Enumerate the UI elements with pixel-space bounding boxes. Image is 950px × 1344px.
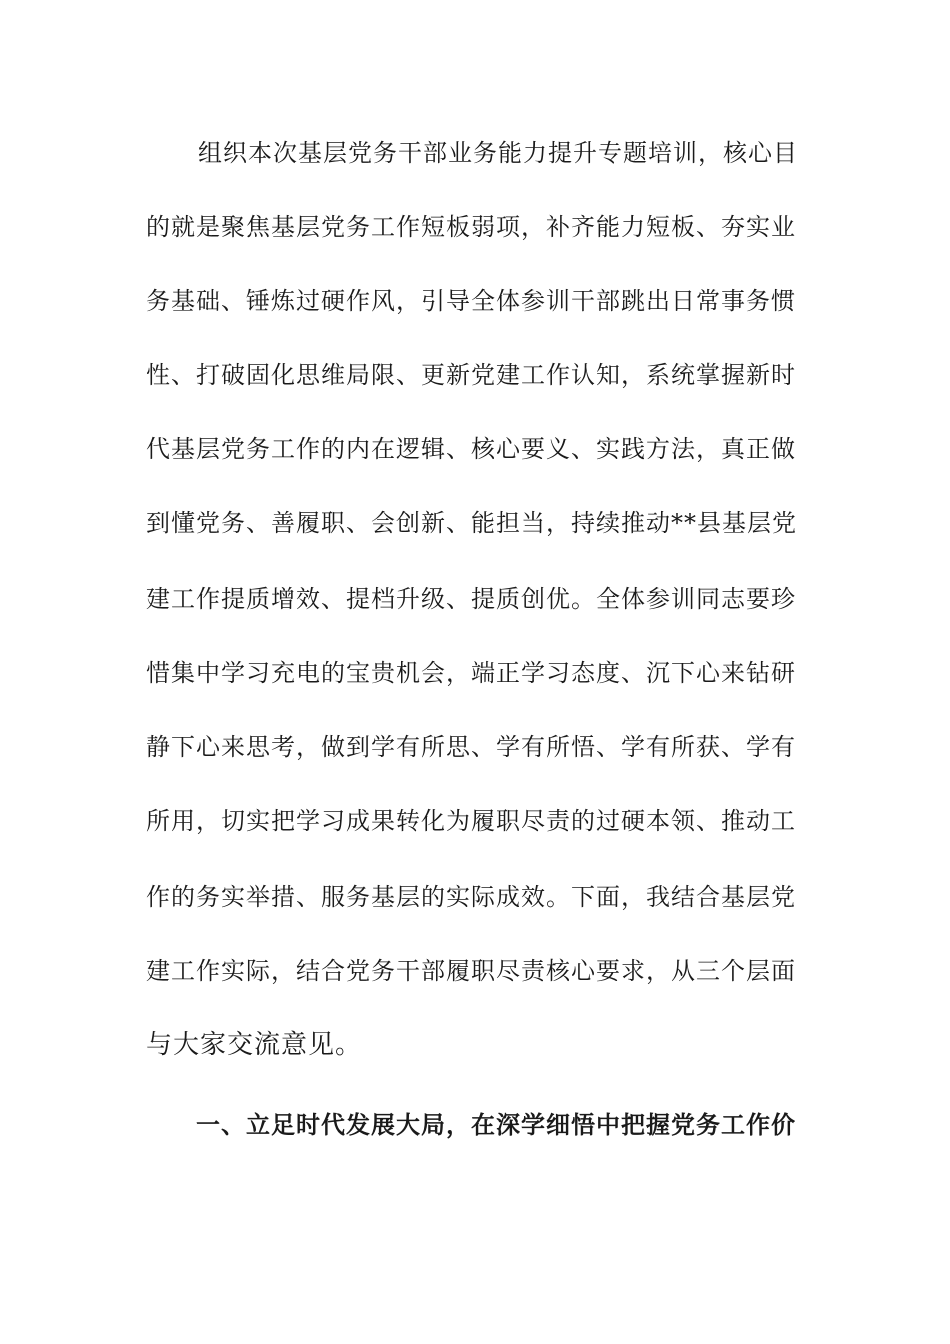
paragraph-line: 性、打破固化思维局限、更新党建工作认知，系统掌握新时: [146, 361, 796, 389]
paragraph-line: 与大家交流意见。: [146, 1030, 363, 1060]
paragraph-line: 的就是聚焦基层党务工作短板弱项，补齐能力短板、夯实业: [146, 213, 796, 241]
paragraph-line: 组织本次基层党务干部业务能力提升专题培训，核心目: [198, 139, 798, 167]
paragraph-line: 代基层党务工作的内在逻辑、核心要义、实践方法，真正做: [146, 435, 796, 463]
paragraph-line: 建工作提质增效、提档升级、提质创优。全体参训同志要珍: [146, 585, 796, 613]
paragraph-line: 务基础、锤炼过硬作风，引导全体参训干部跳出日常事务惯: [146, 287, 796, 315]
paragraph-line: 惜集中学习充电的宝贵机会，端正学习态度、沉下心来钻研: [146, 659, 796, 687]
paragraph-line: 作的务实举措、服务基层的实际成效。下面，我结合基层党: [146, 883, 796, 911]
paragraph-line: 到懂党务、善履职、会创新、能担当，持续推动**县基层党: [146, 509, 797, 537]
paragraph-line: 所用，切实把学习成果转化为履职尽责的过硬本领、推动工: [146, 807, 796, 835]
section-heading: 一、立足时代发展大局，在深学细悟中把握党务工作价: [196, 1111, 796, 1139]
paragraph-line: 静下心来思考，做到学有所思、学有所悟、学有所获、学有: [146, 733, 796, 761]
paragraph-line: 建工作实际，结合党务干部履职尽责核心要求，从三个层面: [146, 957, 796, 985]
